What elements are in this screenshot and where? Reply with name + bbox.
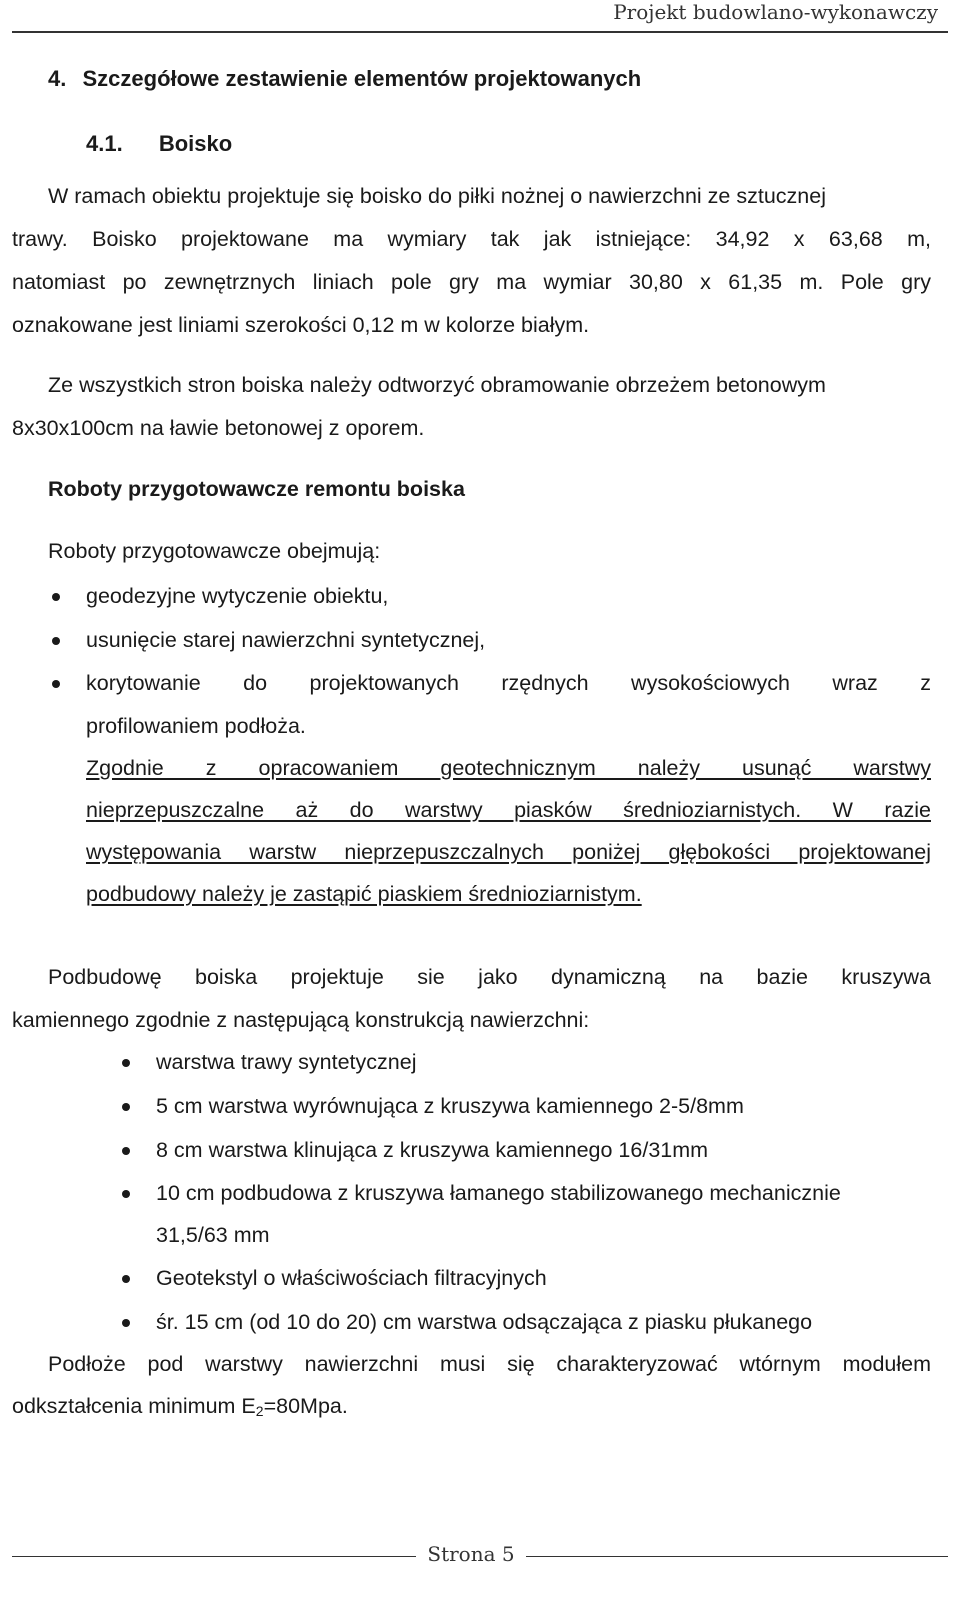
prep-heading: Roboty przygotowawcze remontu boiska (48, 477, 465, 501)
para1-line2: trawy. Boisko projektowane ma wymiary tak jak istniejące: 34,92 x 63,68 m, (12, 227, 931, 251)
subsection-number: 4.1. (86, 131, 123, 156)
prep-intro: Roboty przygotowawcze obejmują: (48, 539, 381, 563)
page-number: Strona 5 (427, 1542, 515, 1566)
subgrade-text-b: =80Mpa. (263, 1394, 348, 1418)
footer-rule-left (12, 1556, 416, 1557)
para2-line2: 8x30x100cm na ławie betonowej z oporem. (12, 416, 425, 440)
para1-line1: W ramach obiektu projektuje się boisko do piłki nożnej o nawierzchni ze sztucznej (48, 184, 826, 208)
footer-rule-right (526, 1556, 948, 1557)
page-header (12, 0, 948, 33)
prep-bullet-3-line2: profilowaniem podłoża. (86, 714, 306, 738)
prep-bullet-2: usunięcie starej nawierzchni syntetycznej, (86, 628, 486, 652)
subgrade-subscript: 2 (255, 1403, 264, 1419)
section-heading (48, 66, 641, 92)
geotech-note-line2: nieprzepuszczalne aż do warstwy piasków średnioziarnistych. W razie (86, 798, 931, 822)
subgrade-text-a: odkształcenia minimum E (12, 1394, 256, 1418)
subsection-heading (86, 131, 232, 157)
para2-line1: Ze wszystkich stron boiska należy odtworzyć obramowanie obrzeżem betonowym (48, 373, 826, 397)
prep-bullet-1: geodezyjne wytyczenie obiektu, (86, 584, 389, 608)
base-line2: kamiennego zgodnie z następującą konstrukcją nawierzchni: (12, 1008, 590, 1032)
layer-item-3: 8 cm warstwa klinująca z kruszywa kamiennego 16/31mm (156, 1138, 709, 1162)
subgrade-line2 (12, 1394, 348, 1419)
para1-line3: natomiast po zewnętrznych liniach pole gry ma wymiar 30,80 x 61,35 m. Pole gry (12, 270, 931, 294)
layer-item-5: Geotekstyl o właściwościach filtracyjnych (156, 1266, 547, 1290)
subgrade-line1: Podłoże pod warstwy nawierzchni musi się charakteryzować wtórnym modułem (48, 1352, 931, 1376)
prep-bullet-3-line1: korytowanie do projektowanych rzędnych wysokościowych wraz z (86, 671, 931, 695)
geotech-note-line4: podbudowy należy je zastąpić piaskiem średnioziarnistym. (86, 882, 642, 906)
layer-item-4-cont: 31,5/63 mm (156, 1223, 270, 1247)
layer-item-1: warstwa trawy syntetycznej (156, 1050, 417, 1074)
layer-item-6: śr. 15 cm (od 10 do 20) cm warstwa odsączająca z piasku płukanego (156, 1310, 813, 1334)
section-number: 4. (48, 66, 67, 91)
document-title: Projekt budowlano-wykonawczy (613, 0, 938, 24)
base-line1: Podbudowę boiska projektuje sie jako dynamiczną na bazie kruszywa (48, 965, 931, 989)
page-footer (0, 1542, 960, 1572)
para1-line4: oznakowane jest liniami szerokości 0,12 m w kolorze białym. (12, 313, 590, 337)
subsection-title: Boisko (158, 131, 233, 156)
layer-item-4: 10 cm podbudowa z kruszywa łamanego stabilizowanego mechanicznie (156, 1181, 841, 1205)
geotech-note-line3: występowania warstw nieprzepuszczalnych poniżej głębokości projektowanej (86, 840, 931, 864)
geotech-note-line1: Zgodnie z opracowaniem geotechnicznym należy usunąć warstwy (86, 756, 931, 780)
layer-item-2: 5 cm warstwa wyrównująca z kruszywa kamiennego 2-5/8mm (156, 1094, 744, 1118)
section-title: Szczegółowe zestawienie elementów projektowanych (82, 66, 642, 91)
